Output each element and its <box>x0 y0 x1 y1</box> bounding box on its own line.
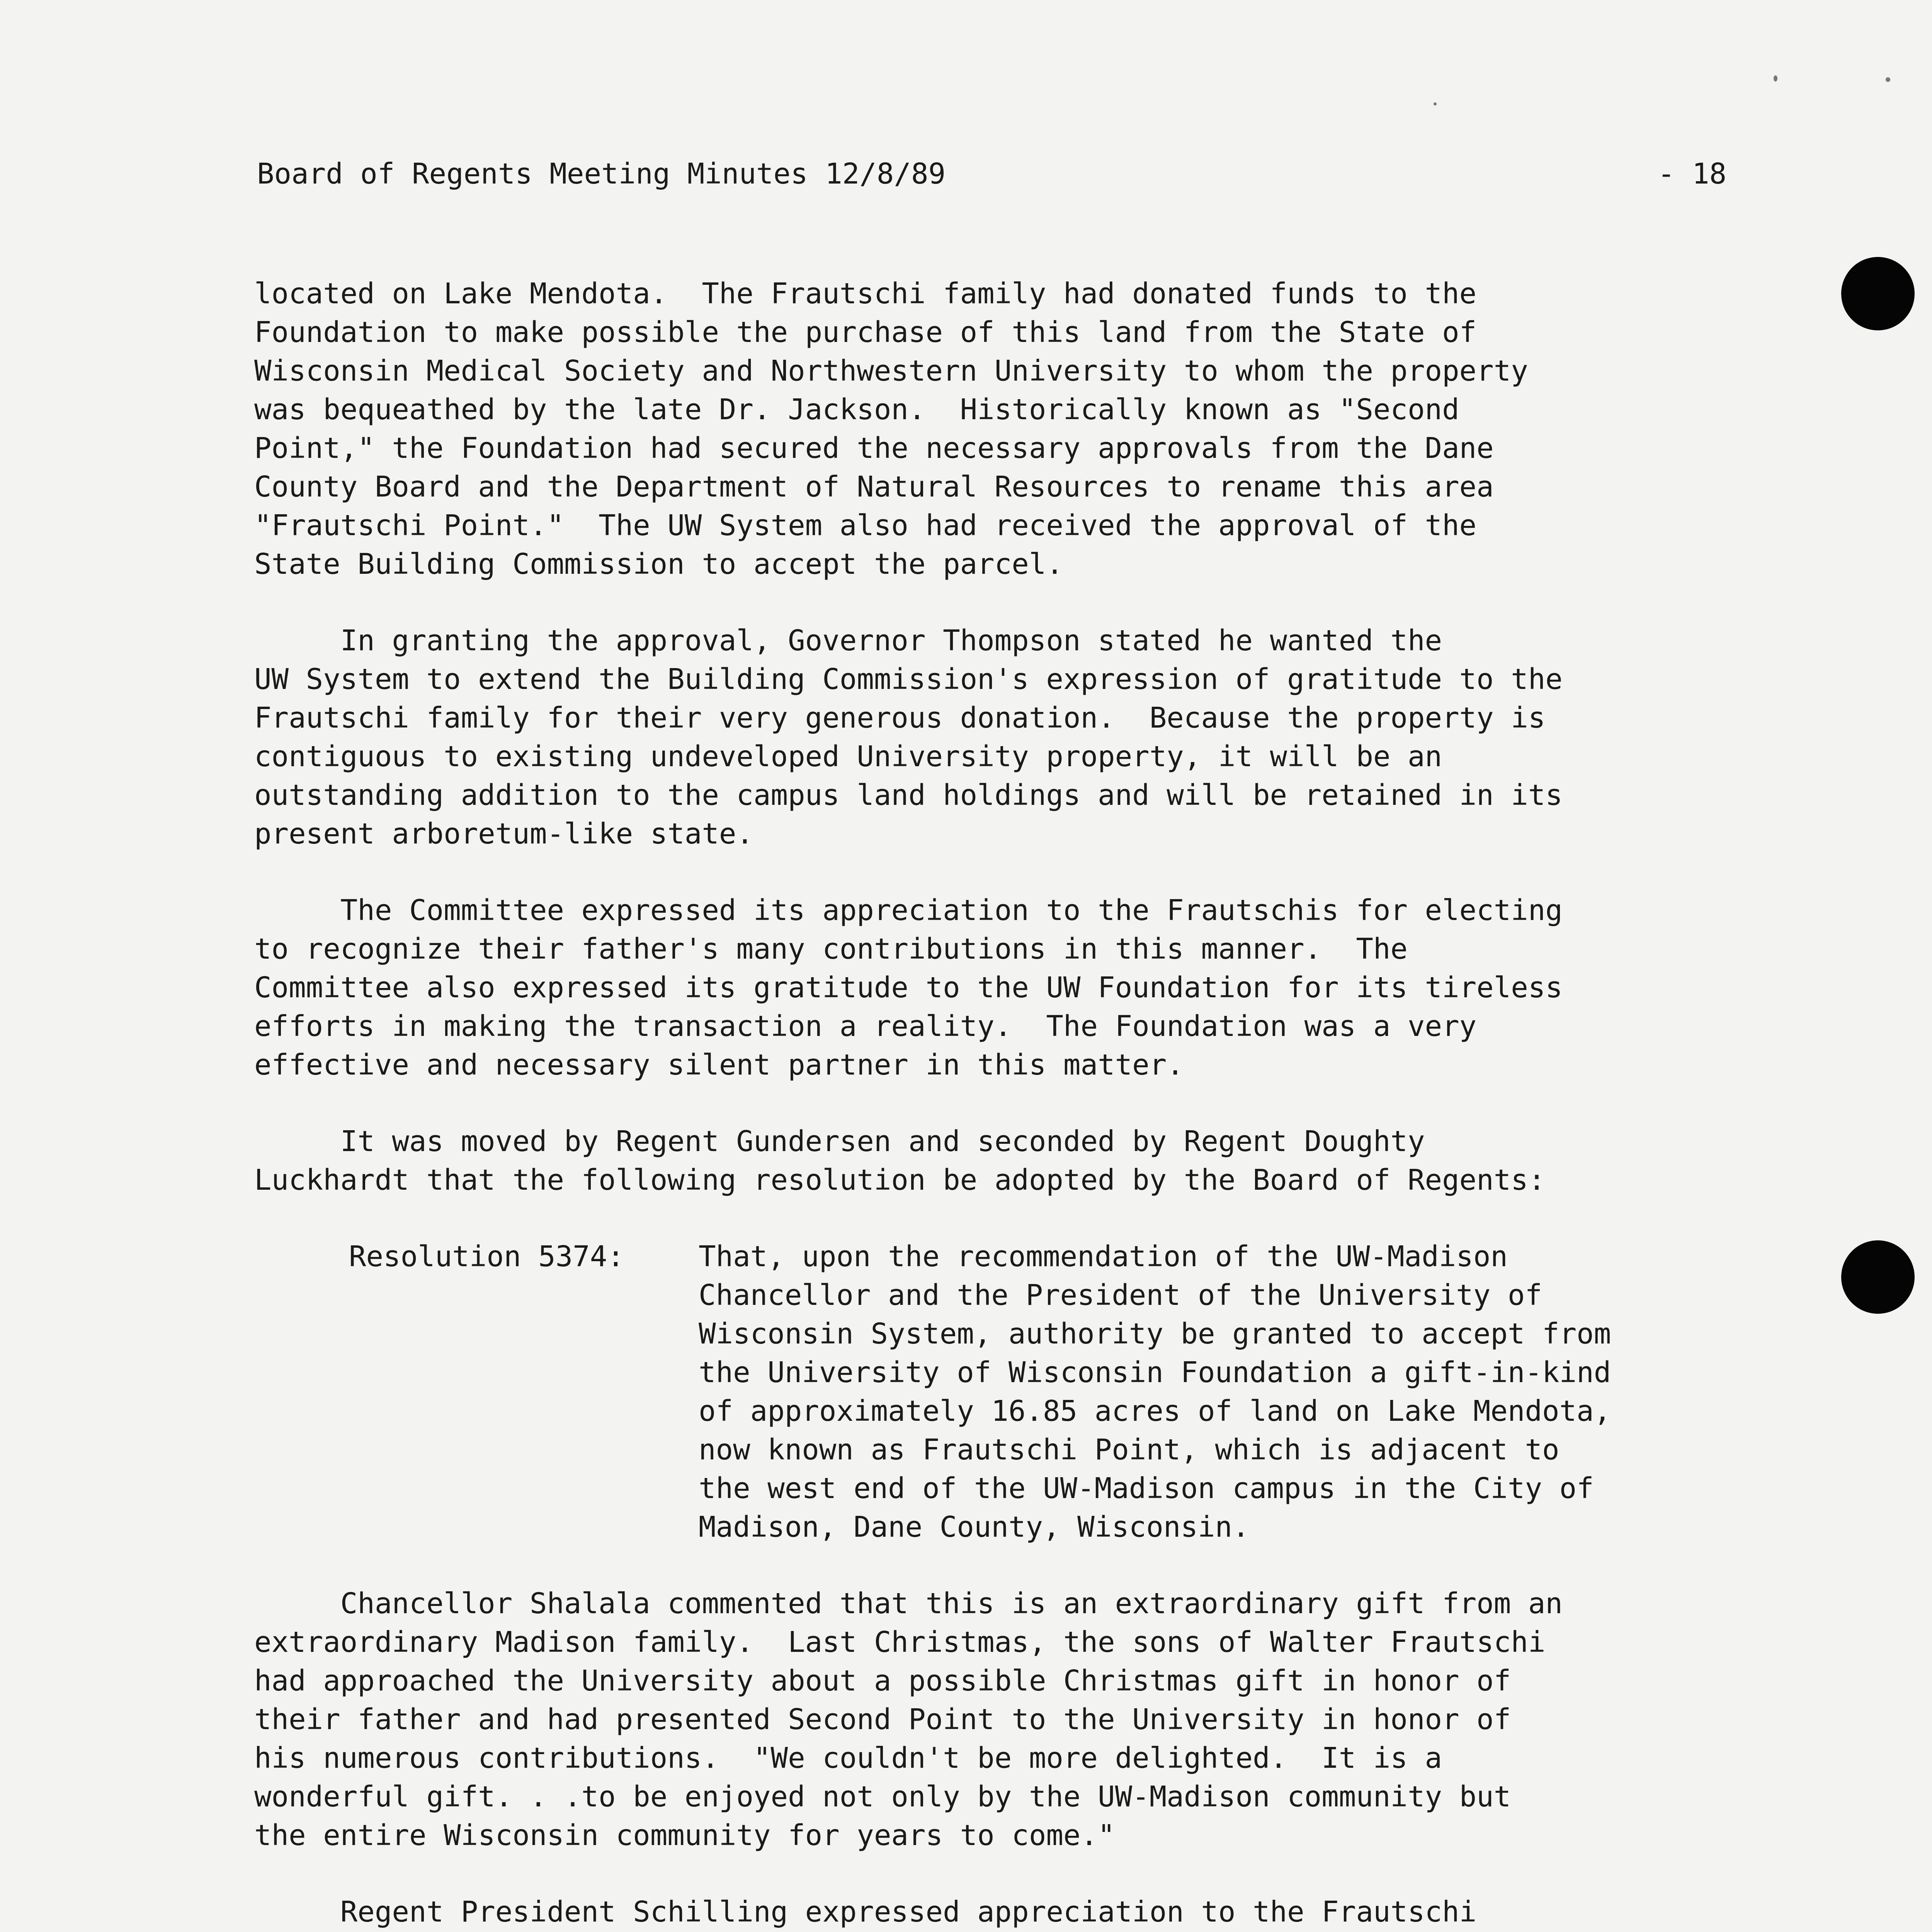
text-line: the entire Wisconsin community for years to come." <box>254 1819 1115 1852</box>
text-line: Chancellor Shalala commented that this is an extraordinary gift from an <box>254 1587 1563 1620</box>
resolution-line: Wisconsin System, authority be granted to accept from <box>699 1317 1611 1350</box>
paragraph-gap <box>254 853 1761 891</box>
paragraph <box>254 1122 1761 1199</box>
text-line: County Board and the Department of Natural Resources to rename this area <box>254 470 1494 503</box>
paragraph-gap <box>254 1855 1761 1893</box>
paragraph-gap <box>254 1199 1761 1237</box>
paragraphs-before-resolution <box>254 274 1761 1237</box>
resolution-line: Madison, Dane County, Wisconsin. <box>699 1510 1250 1544</box>
resolution-label: Resolution 5374: <box>349 1240 624 1273</box>
resolution-line: now known as Frautschi Point, which is adjacent to <box>699 1433 1560 1466</box>
punch-hole-middle <box>1841 1240 1915 1314</box>
text-line: The Committee expressed its appreciation to the Frautschis for electing <box>254 894 1563 927</box>
paragraph-gap <box>254 1546 1761 1584</box>
paragraph-gap <box>254 583 1761 621</box>
text-line: effective and necessary silent partner in this matter. <box>254 1048 1184 1082</box>
text-line: had approached the University about a possible Christmas gift in honor of <box>254 1664 1511 1697</box>
paragraph-gap <box>254 1084 1761 1122</box>
text-line: located on Lake Mendota. The Frautschi family had donated funds to the <box>254 277 1477 310</box>
text-line: In granting the approval, Governor Thompson stated he wanted the <box>254 624 1442 657</box>
text-line: was bequeathed by the late Dr. Jackson. Historically known as "Second <box>254 393 1459 426</box>
text-line: present arboretum-like state. <box>254 817 754 850</box>
paragraph <box>254 1584 1761 1855</box>
document-body <box>254 274 1761 1932</box>
text-line: contiguous to existing undeveloped University property, it will be an <box>254 740 1442 773</box>
text-line: It was moved by Regent Gundersen and seconded by Regent Doughty <box>254 1125 1425 1158</box>
text-line: Frautschi family for their very generous donation. Because the property is <box>254 701 1546 735</box>
resolution-line: the University of Wisconsin Foundation a gift-in-kind <box>699 1356 1611 1389</box>
text-line: Point," the Foundation had secured the necessary approvals from the Dane <box>254 432 1494 465</box>
text-line: Luckhardt that the following resolution be adopted by the Board of Regents: <box>254 1163 1546 1197</box>
text-line: "Frautschi Point." The UW System also had received the approval of the <box>254 509 1477 542</box>
text-line: their father and had presented Second Point to the University in honor of <box>254 1703 1511 1736</box>
resolution-line: Chancellor and the President of the University of <box>699 1279 1543 1312</box>
paragraphs-after-resolution <box>254 1584 1761 1932</box>
scan-speck <box>1434 102 1437 105</box>
scan-speck <box>1886 77 1890 82</box>
text-line: Foundation to make possible the purchase of this land from the State of <box>254 316 1477 349</box>
text-line: extraordinary Madison family. Last Christmas, the sons of Walter Frautschi <box>254 1626 1546 1659</box>
resolution-line: the west end of the UW-Madison campus in the City of <box>699 1472 1594 1505</box>
resolution-text <box>699 1237 1611 1546</box>
text-line: to recognize their father's many contributions in this manner. The <box>254 932 1408 966</box>
text-line: Wisconsin Medical Society and Northwestern University to whom the property <box>254 354 1528 388</box>
resolution-line: That, upon the recommendation of the UW-Madison <box>699 1240 1508 1273</box>
text-line: Regent President Schilling expressed appreciation to the Frautschi <box>254 1895 1477 1929</box>
resolution-block <box>254 1237 1761 1546</box>
text-line: State Building Commission to accept the parcel. <box>254 548 1063 581</box>
text-line: wonderful gift. . .to be enjoyed not only by the UW-Madison community but <box>254 1780 1511 1813</box>
paragraph <box>254 274 1761 583</box>
page-number: - 18 <box>1658 157 1727 190</box>
text-line: UW System to extend the Building Commission's expression of gratitude to the <box>254 663 1563 696</box>
text-line: efforts in making the transaction a reality. The Foundation was a very <box>254 1010 1477 1043</box>
text-line: his numerous contributions. "We couldn't be more delighted. It is a <box>254 1742 1442 1775</box>
paragraph <box>254 891 1761 1084</box>
scan-speck <box>1774 75 1777 82</box>
resolution-line: of approximately 16.85 acres of land on Lake Mendota, <box>699 1395 1611 1428</box>
text-line: Committee also expressed its gratitude to the UW Foundation for its tireless <box>254 971 1563 1004</box>
paragraph <box>254 1893 1761 1932</box>
punch-hole-top <box>1841 257 1915 330</box>
text-line: outstanding addition to the campus land holdings and will be retained in its <box>254 779 1563 812</box>
page-header-title: Board of Regents Meeting Minutes 12/8/89 <box>257 157 946 190</box>
paragraph <box>254 621 1761 853</box>
